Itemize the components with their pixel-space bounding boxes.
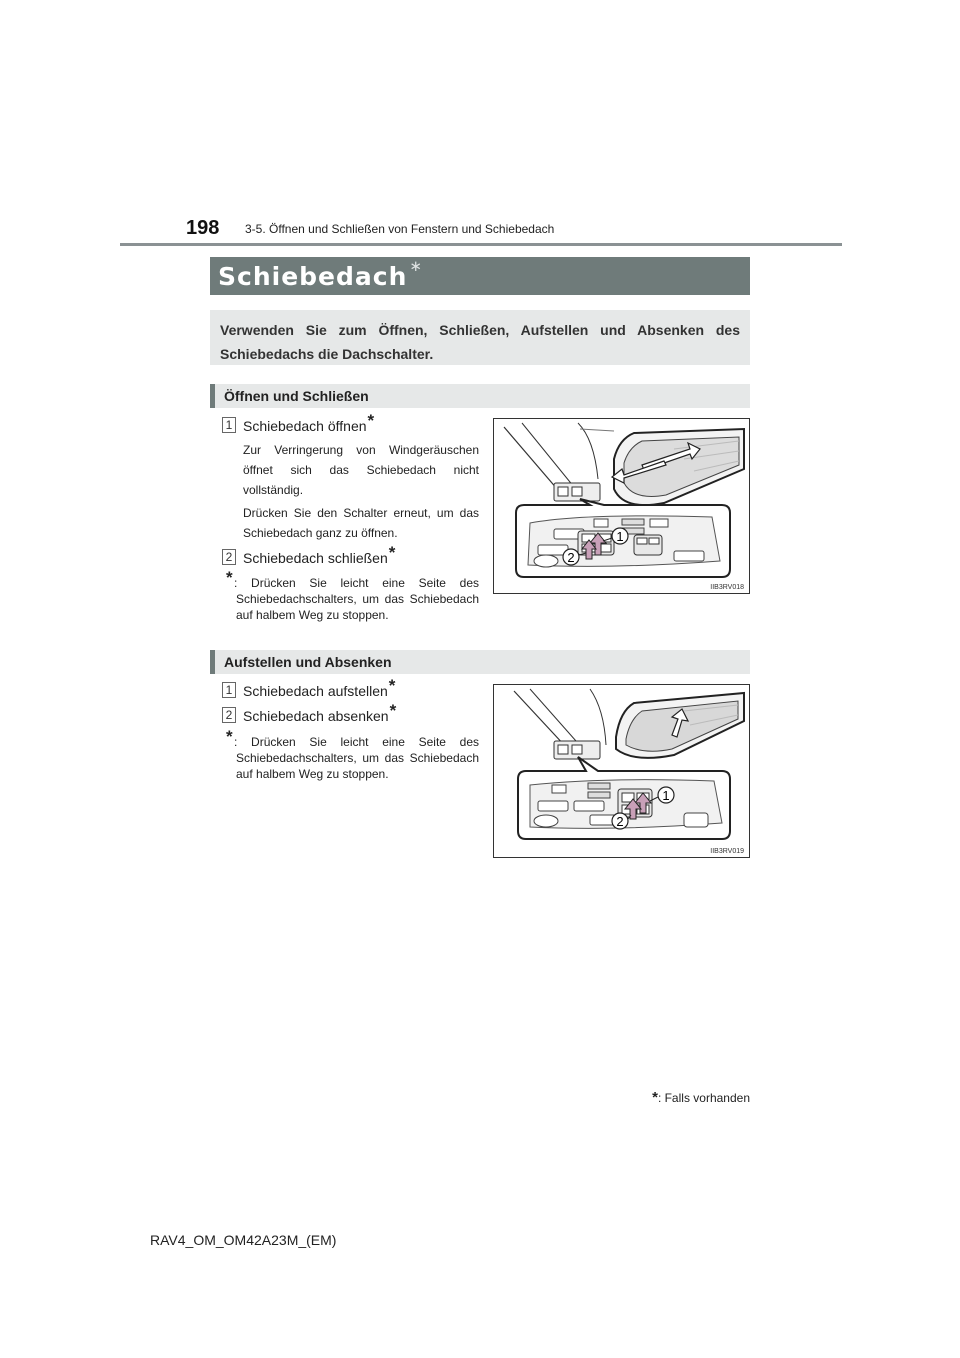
section-heading-open-close: [210, 384, 750, 408]
page-title: Schiebedach: [218, 261, 408, 291]
callout-1: 1: [662, 788, 670, 803]
note-star: *: [226, 568, 233, 587]
section-heading-tilt: [210, 650, 750, 674]
item-star: *: [388, 543, 396, 562]
paragraph-wind-noise: Zur Verringerung von Windgeräuschen öffnet sich das Schiebedach nicht vollständig.: [243, 443, 479, 497]
item-label-text: Schiebedach aufstellen: [243, 683, 388, 699]
footnote: [652, 1089, 750, 1106]
note-star: *: [226, 727, 233, 746]
paragraph-press-again: Drücken Sie den Schalter erneut, um das Schiebedach ganz zu öffnen.: [243, 506, 479, 540]
item-number: 2: [222, 707, 236, 723]
item-label-text: Schiebedach absenken: [243, 708, 389, 724]
item-number: 2: [222, 549, 236, 565]
intro-band: [210, 310, 750, 365]
model-code: RAV4_OM_OM42A23M_(EM): [150, 1232, 337, 1248]
figure-code: IIB3RV019: [710, 848, 744, 855]
title-star: ∗: [409, 258, 422, 275]
item-number: 1: [222, 682, 236, 698]
item-label-tilt-up: [243, 676, 396, 701]
item-label-open: [243, 411, 375, 436]
item-label-tilt-down: [243, 701, 397, 726]
callout-2: 2: [567, 550, 575, 565]
item-label-text: Schiebedach schließen: [243, 550, 388, 566]
figure-sunroof-open-close: [493, 418, 750, 594]
callout-2: 2: [616, 814, 624, 829]
item-star: *: [367, 411, 375, 430]
section-heading-text: Öffnen und Schließen: [224, 388, 369, 404]
sunroof-tilt-illustration: [494, 685, 749, 857]
chapter-title: 3-5. Öffnen und Schließen von Fenstern und Schiebedach: [245, 222, 555, 236]
footnote-star: *: [652, 1089, 658, 1106]
intro-text: Verwenden Sie zum Öffnen, Schließen, Aufstellen und Absenken des Schiebedachs die Dachschalter.: [220, 322, 740, 362]
footnote-text: : Falls vorhanden: [657, 1091, 750, 1105]
item-label-text: Schiebedach öffnen: [243, 418, 367, 434]
note-text: : Drücken Sie leicht eine Seite des Schiebedachschalters, um das Schiebedach auf halbem Weg zu stoppen.: [234, 735, 479, 781]
figure-sunroof-tilt: [493, 684, 750, 858]
figure-code: IIB3RV018: [710, 584, 744, 591]
item-star: *: [389, 701, 397, 720]
page-number: 198: [186, 217, 220, 239]
sunroof-illustration: [494, 419, 749, 593]
callout-1: 1: [616, 529, 624, 544]
section-heading-text: Aufstellen und Absenken: [224, 654, 392, 670]
note-text: : Drücken Sie leicht eine Seite des Schiebedachschalters, um das Schiebedach auf halbem Weg zu stoppen.: [234, 576, 479, 622]
title-bar: [210, 257, 750, 295]
header-rule: [120, 243, 842, 246]
item-number: 1: [222, 417, 236, 433]
item-label-close: [243, 543, 396, 568]
item-star: *: [388, 676, 396, 695]
